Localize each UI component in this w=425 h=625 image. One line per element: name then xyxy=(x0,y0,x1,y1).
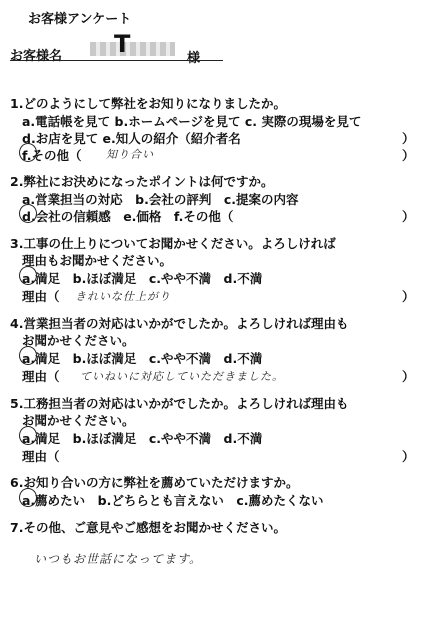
question-2: 2.弊社にお決めになったポイントは何ですか。 xyxy=(10,174,274,189)
question-3-line-2: 理由もお聞かせください。 xyxy=(22,253,173,268)
question-5-line-2: お聞かせください。 xyxy=(22,413,135,428)
q3-handwritten-reason: きれいな仕上がり xyxy=(75,290,171,303)
question-6: 6.お知り合いの方に弊社を薦めていただけますか。 xyxy=(10,475,299,490)
q4-reason-label: 理由（ xyxy=(22,369,60,384)
question-1: 1.どのようにして弊社をお知りになりましたか。 xyxy=(10,96,286,111)
q1-options-line-2: d.お店を見て e.知人の紹介（紹介者名 xyxy=(22,131,241,146)
q7-handwritten-comment: いつもお世話になってます。 xyxy=(34,552,203,566)
question-5: 5.工務担当者の対応はいかがでしたか。よろしければ理由も xyxy=(10,396,349,411)
name-redaction xyxy=(90,42,175,56)
q1-close-paren-1: ） xyxy=(402,131,415,146)
q4-selected-circle xyxy=(19,346,37,365)
q6-options: a.薦めたい b.どちらとも言えない c.薦めたくない xyxy=(22,493,324,508)
page-title: お客様アンケート xyxy=(28,12,132,27)
q5-reason-label: 理由（ xyxy=(22,449,60,464)
q5-close-paren: ） xyxy=(402,449,415,464)
customer-initial: T xyxy=(114,30,131,58)
q4-handwritten-reason: ていねいに対応していただきました。 xyxy=(80,370,284,383)
q2-close-paren: ） xyxy=(402,209,415,224)
customer-name-label: お客様名 xyxy=(10,49,63,64)
question-4-line-2: お聞かせください。 xyxy=(22,333,135,348)
q1-options-line-3: f.その他（ xyxy=(22,148,82,163)
question-4: 4.営業担当者の対応はいかがでしたか。よろしければ理由も xyxy=(10,316,349,331)
q1-options-line-1: a.電話帳を見て b.ホームページを見て c. 実際の現場を見て xyxy=(22,114,362,129)
question-7: 7.その他、ご意見やご感想をお聞かせください。 xyxy=(10,520,286,535)
q5-options: a.満足 b.ほぼ満足 c.やや不満 d.不満 xyxy=(22,431,263,446)
q2-selected-circle xyxy=(19,204,37,223)
q3-close-paren: ） xyxy=(402,289,415,304)
q2-options-line-1: a.営業担当の対応 b.会社の評判 c.提案の内容 xyxy=(22,192,299,207)
q1-handwritten-answer: 知り合い xyxy=(106,148,154,161)
q5-selected-circle xyxy=(19,426,37,445)
q3-options: a.満足 b.ほぼ満足 c.やや不満 d.不満 xyxy=(22,271,263,286)
q4-close-paren: ） xyxy=(402,369,415,384)
q3-selected-circle xyxy=(19,266,37,285)
q6-selected-circle xyxy=(19,488,37,507)
q3-reason-label: 理由（ xyxy=(22,289,60,304)
q2-options-line-2: d.会社の信頼感 e.価格 f.その他（ xyxy=(22,209,234,224)
question-3: 3.工事の仕上りについてお聞かせください。よろしければ xyxy=(10,236,336,251)
q1-close-paren-2: ） xyxy=(402,148,415,163)
name-underline xyxy=(10,60,223,61)
q1-selected-circle xyxy=(19,143,37,162)
q4-options: a.満足 b.ほぼ満足 c.やや不満 d.不満 xyxy=(22,351,263,366)
customer-suffix: 様 xyxy=(187,51,201,66)
